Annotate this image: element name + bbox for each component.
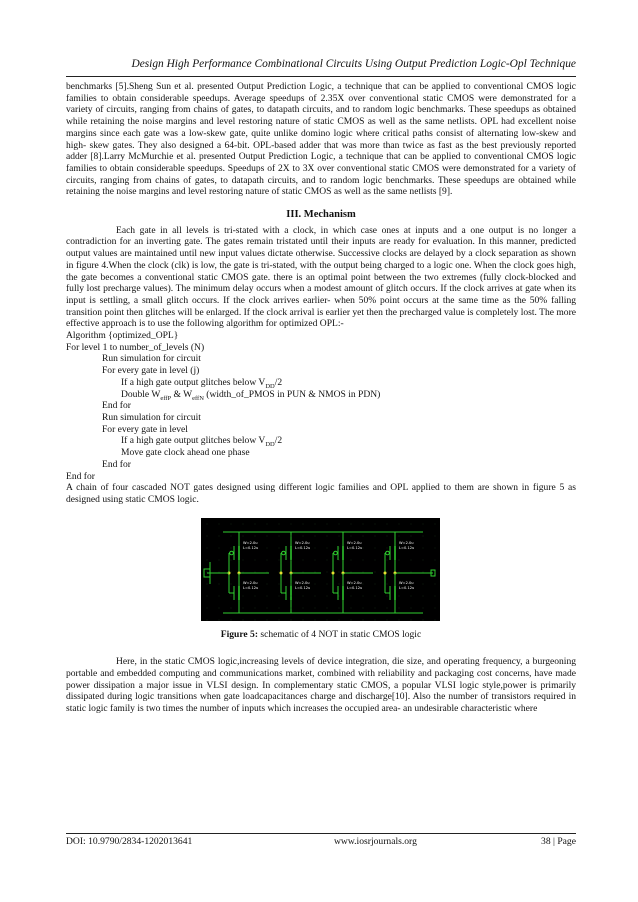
grid-dot: [339, 547, 340, 548]
grid-dot: [243, 523, 244, 524]
grid-dot: [363, 583, 364, 584]
input-node-dot: [384, 571, 387, 574]
grid-dot: [315, 619, 316, 620]
algo-text: & W: [171, 388, 193, 400]
algo-line: [66, 435, 576, 447]
grid-dot: [351, 571, 352, 572]
grid-dot: [399, 595, 400, 596]
grid-dot: [255, 583, 256, 584]
grid-dot: [231, 535, 232, 536]
algo-subscript: DD: [265, 382, 275, 390]
grid-dot: [423, 559, 424, 560]
algo-line: Algorithm {optimized_OPL}: [66, 330, 179, 342]
grid-dot: [255, 523, 256, 524]
grid-dot: [375, 571, 376, 572]
grid-dot: [279, 547, 280, 548]
grid-dot: [375, 535, 376, 536]
grid-dot: [375, 607, 376, 608]
grid-dot: [243, 619, 244, 620]
algo-text: (width_of_PMOS in PUN & NMOS in PDN): [203, 388, 381, 400]
grid-dot: [243, 571, 244, 572]
grid-dot: [303, 583, 304, 584]
paragraph-related-work: benchmarks [5].Sheng Sun et al. presented Output Prediction Logic, a technique that can be applied to conventional CMOS logic families to obtain considerable speedups. Average speedups of 2.35X over conventional static CMOS were demonstrated for a variety of circuits, ranging from chains of gates, to datapath circuits, and to random logic benchmarks. These speedups as obtained while retaining the noise margins and level restoring nature of static CMOS as well as the same netlists. OPL had excellent noise margins since each gate was a low-skew gate, quite unlike domino logic where critical paths consist of alternating low-skew and high- skew gates. They also designed a 64-bit. OPL-based adder that was more than twice as fast as the best previously reported adder [8].Larry McMurchie et al. presented Output Prediction Logic, a technique that can be applied to conventional CMOS logic families to obtain considerable speedups. Speedups of 2X to 3X over conventional static CMOS were demonstrated for a variety of circuits, ranging from chains of gates, to datapath circuits, and to random logic benchmarks. These speedups are obtained while retaining the noise margins and level restoring nature of static CMOS as well as the same netlists [9].: [66, 81, 576, 198]
pmos-length-label: L=0.12u: [347, 545, 363, 550]
grid-dot: [387, 547, 388, 548]
algorithm-listing: [66, 330, 576, 482]
nmos-length-label: L=0.12u: [295, 585, 311, 590]
page-body: [66, 81, 576, 715]
grid-dot: [411, 571, 412, 572]
grid-dot: [375, 583, 376, 584]
grid-dot: [303, 535, 304, 536]
nmos-width-label: W=2.0u: [347, 580, 362, 585]
grid-dot: [351, 535, 352, 536]
grid-dot: [399, 523, 400, 524]
pmos-length-label: L=0.12u: [243, 545, 259, 550]
grid-dot: [315, 535, 316, 536]
grid-dot: [435, 583, 436, 584]
grid-dot: [219, 547, 220, 548]
algo-line: Move gate clock ahead one phase: [121, 447, 250, 459]
grid-dot: [351, 595, 352, 596]
grid-dot: [339, 571, 340, 572]
grid-dot: [339, 559, 340, 560]
grid-dot: [207, 547, 208, 548]
grid-dot: [291, 595, 292, 596]
grid-dot: [363, 607, 364, 608]
grid-dot: [351, 547, 352, 548]
grid-dot: [411, 583, 412, 584]
pmos-width-label: W=2.0u: [243, 540, 258, 545]
algo-line: Run simulation for circuit: [102, 353, 201, 365]
grid-dot: [411, 547, 412, 548]
grid-dot: [375, 619, 376, 620]
grid-dot: [243, 547, 244, 548]
algo-subscript: effP: [160, 394, 172, 402]
grid-dot: [303, 619, 304, 620]
grid-dot: [375, 547, 376, 548]
algo-text: /2: [274, 376, 283, 388]
grid-dot: [423, 607, 424, 608]
section-title: III. Mechanism: [286, 209, 356, 221]
pmos-bubble: [334, 551, 338, 555]
algo-line: [66, 389, 576, 401]
grid-dot: [303, 559, 304, 560]
grid-dot: [267, 619, 268, 620]
grid-dot: [327, 523, 328, 524]
grid-dot: [327, 607, 328, 608]
grid-dot: [363, 595, 364, 596]
grid-dot: [399, 583, 400, 584]
grid-dot: [411, 523, 412, 524]
grid-dot: [363, 559, 364, 560]
grid-dot: [303, 595, 304, 596]
grid-dot: [243, 535, 244, 536]
figure-caption: [66, 629, 576, 641]
grid-dot: [219, 619, 220, 620]
grid-dot: [267, 559, 268, 560]
grid-dot: [399, 559, 400, 560]
grid-dot: [207, 571, 208, 572]
grid-dot: [327, 619, 328, 620]
grid-dot: [267, 595, 268, 596]
pmos-width-label: W=2.0u: [295, 540, 310, 545]
grid-dot: [231, 583, 232, 584]
algo-text: /2: [274, 435, 283, 447]
grid-dot: [255, 595, 256, 596]
grid-dot: [207, 595, 208, 596]
pmos-width-label: W=2.0u: [399, 540, 414, 545]
grid-dot: [231, 595, 232, 596]
grid-dot: [315, 583, 316, 584]
grid-dot: [243, 607, 244, 608]
grid-dot: [387, 523, 388, 524]
grid-dot: [387, 583, 388, 584]
grid-dot: [375, 559, 376, 560]
algo-line: For level 1 to number_of_levels (N): [66, 341, 205, 353]
grid-dot: [315, 547, 316, 548]
algo-line: End for: [66, 470, 95, 482]
algo-line: [66, 377, 576, 389]
paragraph-static-cmos: Here, in the static CMOS logic,increasing levels of device integration, die size, and operating frequency, a burgeoning portable and embedded computing and communications market, combined with reliability and packaging cost concerns, have made power dissipation a major issue in VLSI design. In complementary static CMOS, a popular VLSI logic style,power is primarily dissipated during logic transitions when gate loadcapacitances charge and discharge[10]. Also the number of transistors required in static logic family is two times the number of inputs which increases the occupied area- an undesirable characteristic where: [66, 656, 576, 715]
grid-dot: [387, 607, 388, 608]
grid-dot: [267, 535, 268, 536]
algo-text: If a high gate output glitches below V: [121, 376, 266, 388]
grid-dot: [219, 535, 220, 536]
pmos-bubble: [282, 551, 286, 555]
grid-dot: [435, 547, 436, 548]
grid-dot: [279, 619, 280, 620]
grid-dot: [399, 535, 400, 536]
grid-dot: [267, 523, 268, 524]
algo-line: For every gate in level (j): [102, 365, 200, 377]
grid-dot: [423, 547, 424, 548]
grid-dot: [231, 559, 232, 560]
grid-dot: [387, 595, 388, 596]
grid-dot: [423, 535, 424, 536]
grid-dot: [387, 571, 388, 572]
nmos-width-label: W=2.0u: [243, 580, 258, 585]
algo-subscript: DD: [265, 441, 275, 449]
grid-dot: [231, 523, 232, 524]
nmos-width-label: W=2.0u: [295, 580, 310, 585]
grid-dot: [351, 619, 352, 620]
pmos-bubble: [386, 551, 390, 555]
grid-dot: [267, 607, 268, 608]
grid-dot: [303, 607, 304, 608]
input-node-dot: [280, 571, 283, 574]
grid-dot: [435, 619, 436, 620]
grid-dot: [219, 523, 220, 524]
pmos-bubble: [230, 551, 234, 555]
grid-dot: [363, 571, 364, 572]
grid-dot: [255, 607, 256, 608]
paragraph-chain: A chain of four cascaded NOT gates designed using different logic families and OPL applied to them are shown in figure 5 as designed using static CMOS logic.: [66, 482, 576, 505]
algo-line: For every gate in level: [102, 423, 188, 435]
grid-dot: [339, 607, 340, 608]
grid-dot: [231, 547, 232, 548]
grid-dot: [327, 571, 328, 572]
grid-dot: [279, 559, 280, 560]
grid-dot: [423, 523, 424, 524]
grid-dot: [279, 607, 280, 608]
grid-dot: [315, 607, 316, 608]
grid-dot: [243, 583, 244, 584]
grid-dot: [375, 523, 376, 524]
grid-dot: [423, 571, 424, 572]
grid-dot: [267, 547, 268, 548]
grid-dot: [255, 571, 256, 572]
nmos-length-label: L=0.12u: [399, 585, 415, 590]
grid-dot: [327, 583, 328, 584]
grid-dot: [303, 547, 304, 548]
grid-dot: [207, 607, 208, 608]
grid-dot: [291, 607, 292, 608]
grid-dot: [279, 523, 280, 524]
grid-dot: [219, 595, 220, 596]
footer-doi: DOI: 10.9790/2834-1202013641: [66, 836, 193, 847]
footer-page-number: 38 | Page: [541, 836, 576, 847]
grid-dot: [363, 547, 364, 548]
grid-dot: [207, 559, 208, 560]
algo-line: End for: [102, 400, 131, 412]
figure-label: Figure 5:: [220, 628, 259, 640]
grid-dot: [255, 619, 256, 620]
grid-dot: [207, 523, 208, 524]
grid-dot: [351, 523, 352, 524]
grid-dot: [339, 595, 340, 596]
figure-caption-text: schematic of 4 NOT in static CMOS logic: [258, 628, 422, 640]
grid-dot: [255, 547, 256, 548]
grid-dot: [207, 583, 208, 584]
grid-dot: [423, 595, 424, 596]
grid-dot: [327, 559, 328, 560]
grid-dot: [411, 535, 412, 536]
grid-dot: [291, 571, 292, 572]
grid-dot: [399, 547, 400, 548]
grid-dot: [423, 619, 424, 620]
paragraph-mechanism: Each gate in all levels is tri-stated with a clock, in which case ones at inputs and a one output is no longer a contradiction for an inverting gate. The gates remain tristated until their inputs are ready for evaluation. In this manner, predicted output values are maintained until new input values dictate otherwise. Successive clocks are delayed by a clock separation as shown in figure 4.When the clock (clk) is low, the gate is tri-stated, with the output being charged to a logic one. When the clock goes high, the gate becomes a conventional static CMOS gate. there is an optimal point between the two extremes (fully clock-blocked and fully lost precharge values). The minimum delay occurs when a modest amount of glitch occurs. If the clock arrives at gate when its input is settling, a small glitch occurs. If the clock arrives earlier- when 50% point occurs at the same time as the 50% falling transition point then glitches will be enlarged. If the clock arrival is earlier yet then the precharged value is completely lost. The more effective approach is to use the following algorithm for optimized OPL:-: [66, 224, 576, 330]
grid-dot: [231, 619, 232, 620]
grid-dot: [327, 547, 328, 548]
grid-dot: [315, 571, 316, 572]
grid-dot: [207, 619, 208, 620]
grid-dot: [291, 547, 292, 548]
cmos-schematic-image: [201, 518, 440, 621]
algo-subscript: effN: [192, 394, 204, 402]
grid-dot: [411, 559, 412, 560]
grid-dot: [315, 523, 316, 524]
footer-site-link[interactable]: www.iosrjournals.org: [334, 836, 417, 847]
grid-dot: [219, 607, 220, 608]
grid-dot: [291, 619, 292, 620]
pmos-length-label: L=0.12u: [399, 545, 415, 550]
grid-dot: [435, 607, 436, 608]
header-rule: [66, 76, 576, 77]
grid-dot: [411, 619, 412, 620]
grid-dot: [291, 559, 292, 560]
grid-dot: [279, 583, 280, 584]
grid-dot: [435, 571, 436, 572]
grid-dot: [435, 595, 436, 596]
grid-dot: [207, 535, 208, 536]
grid-dot: [387, 559, 388, 560]
grid-dot: [351, 607, 352, 608]
nmos-length-label: L=0.12u: [347, 585, 363, 590]
grid-dot: [363, 535, 364, 536]
grid-dot: [315, 559, 316, 560]
grid-dot: [255, 559, 256, 560]
grid-dot: [243, 559, 244, 560]
grid-dot: [327, 595, 328, 596]
pmos-width-label: W=2.0u: [347, 540, 362, 545]
nmos-width-label: W=2.0u: [399, 580, 414, 585]
grid-dot: [435, 523, 436, 524]
grid-dot: [387, 619, 388, 620]
grid-dot: [291, 523, 292, 524]
grid-dot: [219, 583, 220, 584]
grid-dot: [339, 583, 340, 584]
grid-dot: [255, 535, 256, 536]
pmos-length-label: L=0.12u: [295, 545, 311, 550]
grid-dot: [411, 607, 412, 608]
grid-dot: [339, 619, 340, 620]
grid-dot: [387, 535, 388, 536]
grid-dot: [231, 607, 232, 608]
grid-dot: [351, 583, 352, 584]
grid-dot: [315, 595, 316, 596]
grid-dot: [435, 559, 436, 560]
running-title: Design High Performance Combinational Circuits Using Output Prediction Logic-Opl Technique: [131, 58, 576, 70]
grid-dot: [291, 535, 292, 536]
grid-dot: [399, 619, 400, 620]
figure-5: [66, 518, 576, 621]
grid-dot: [279, 571, 280, 572]
grid-dot: [399, 607, 400, 608]
grid-dot: [267, 571, 268, 572]
grid-dot: [243, 595, 244, 596]
grid-dot: [291, 583, 292, 584]
grid-dot: [411, 595, 412, 596]
input-node-dot: [332, 571, 335, 574]
algo-text: If a high gate output glitches below V: [121, 435, 266, 447]
grid-dot: [339, 535, 340, 536]
footer-rule: [66, 833, 576, 834]
grid-dot: [219, 559, 220, 560]
grid-dot: [327, 535, 328, 536]
algo-text: Double W: [121, 388, 161, 400]
grid-dot: [435, 535, 436, 536]
nmos-length-label: L=0.12u: [243, 585, 259, 590]
grid-dot: [219, 571, 220, 572]
grid-dot: [303, 523, 304, 524]
grid-dot: [423, 583, 424, 584]
grid-dot: [279, 535, 280, 536]
grid-dot: [339, 523, 340, 524]
algo-line: Run simulation for circuit: [102, 411, 201, 423]
grid-dot: [303, 571, 304, 572]
grid-dot: [231, 571, 232, 572]
grid-dot: [351, 559, 352, 560]
grid-dot: [363, 619, 364, 620]
grid-dot: [375, 595, 376, 596]
grid-dot: [363, 523, 364, 524]
grid-dot: [267, 583, 268, 584]
algo-line: End for: [102, 458, 131, 470]
grid-dot: [399, 571, 400, 572]
grid-dot: [279, 595, 280, 596]
